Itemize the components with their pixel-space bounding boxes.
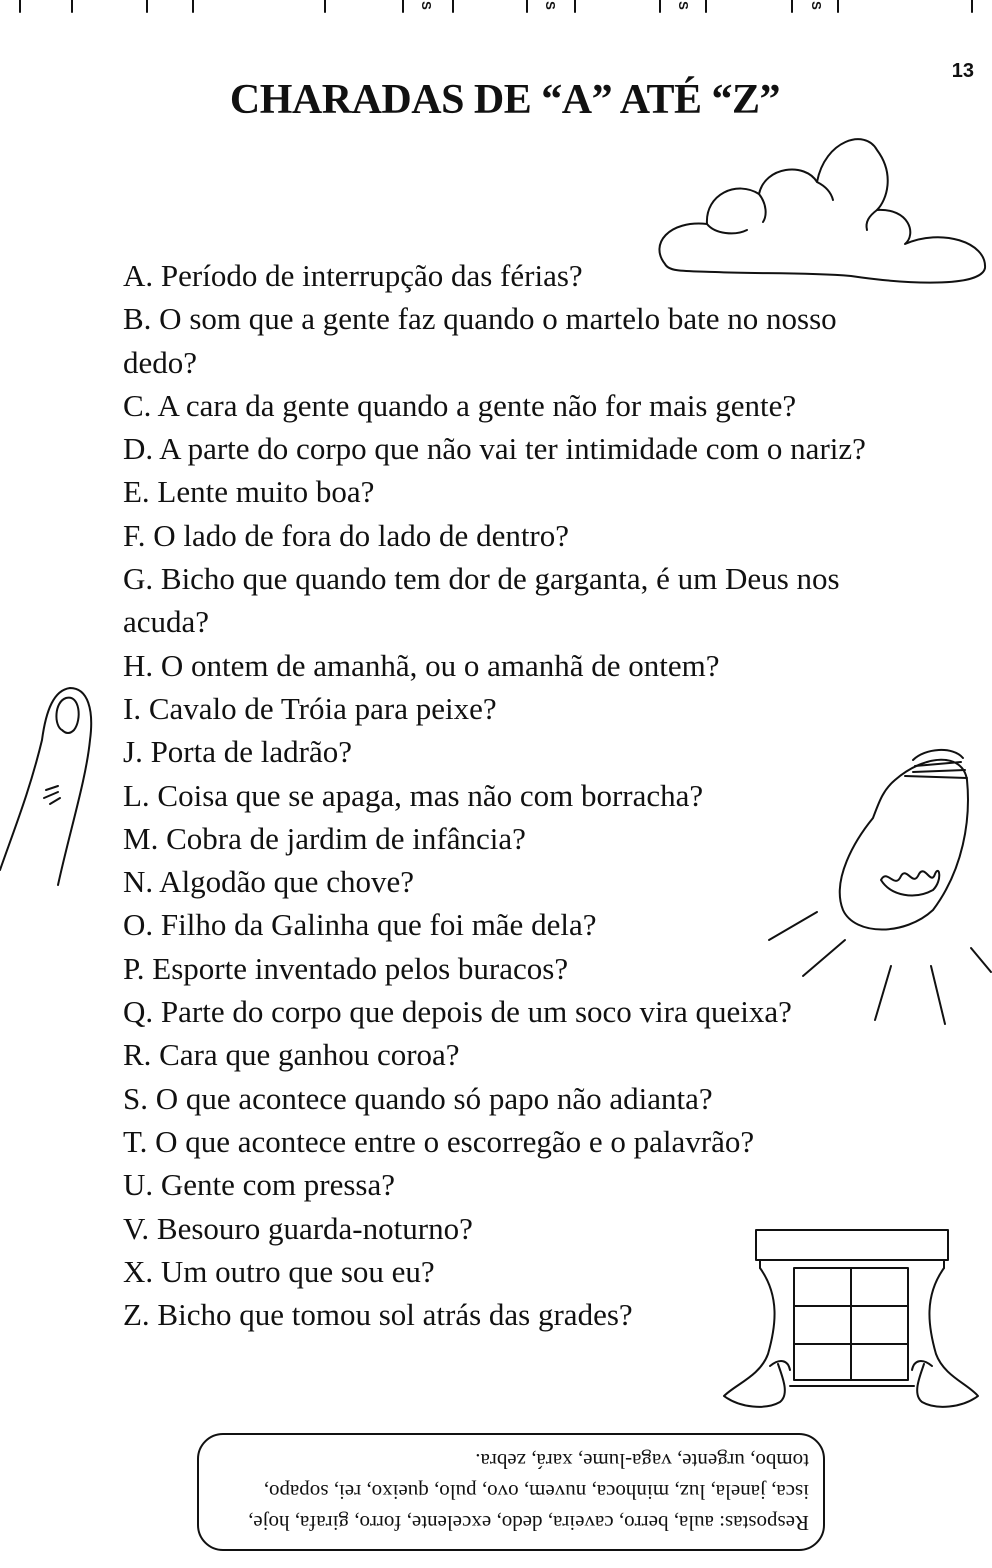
page-number: 13 <box>951 60 974 82</box>
riddle-item: Q. Parte do corpo que depois de um soco vira queixa? <box>123 994 792 1030</box>
riddle-item: S. O que acontece quando só papo não adianta? <box>123 1080 713 1116</box>
riddle-item: E. Lente muito boa? <box>123 474 375 510</box>
riddle-item: N. Algodão que chove? <box>123 864 414 900</box>
riddle-item: Z. Bicho que tomou sol atrás das grades? <box>123 1297 633 1333</box>
riddle-item: I. Cavalo de Tróia para peixe? <box>123 690 497 726</box>
answers-text: Respostas: aula, berro, caveira, dedo, excelente, forro, girafa, hoje, isca, janela, luz, minhoca, nuvem, ovo, pulo, queixo, rei, sopapo, tombo, urgente, vaga-lume, xará, zebra. <box>248 1449 809 1535</box>
riddle-item: L. Coisa que se apaga, mas não com borracha? <box>123 777 704 813</box>
page-title: CHARADAS DE “A” ATÉ “Z” <box>229 77 781 123</box>
riddle-item: P. Esporte inventado pelos buracos? <box>123 950 569 986</box>
ruler-marks <box>0 0 992 18</box>
riddle-item: J. Porta de ladrão? <box>123 734 352 770</box>
riddle-item: U. Gente com pressa? <box>123 1167 396 1203</box>
riddle-item: M. Cobra de jardim de infância? <box>123 820 526 856</box>
riddle-item: D. A parte do corpo que não vai ter intimidade com o nariz? <box>123 431 866 467</box>
ruler-mark: S <box>808 1 824 10</box>
riddle-item: V. Besouro guarda-noturno? <box>123 1210 473 1246</box>
riddle-item: A. Período de interrupção das férias? <box>123 258 583 293</box>
riddle-list <box>123 254 903 1336</box>
riddle-item: B. O som que a gente faz quando o martelo bate no nosso dedo? <box>123 301 837 380</box>
ruler-mark: S <box>675 1 691 10</box>
riddle-item: X. Um outro que sou eu? <box>123 1253 435 1289</box>
riddle-item: F. O lado de fora do lado de dentro? <box>123 517 570 553</box>
riddle-item: C. A cara da gente quando a gente não for mais gente? <box>123 387 797 423</box>
ruler-mark: S <box>418 1 434 10</box>
answers-box <box>197 1433 825 1551</box>
ruler-mark: S <box>542 1 558 10</box>
riddle-item: T. O que acontece entre o escorregão e o palavrão? <box>123 1123 755 1159</box>
riddle-item: O. Filho da Galinha que foi mãe dela? <box>123 907 597 943</box>
riddle-item: H. O ontem de amanhã, ou o amanhã de ontem? <box>123 647 720 683</box>
riddle-item: G. Bicho que quando tem dor de garganta, é um Deus nos acuda? <box>123 561 840 640</box>
riddle-item: R. Cara que ganhou coroa? <box>123 1037 460 1073</box>
finger-drawing <box>0 680 110 890</box>
